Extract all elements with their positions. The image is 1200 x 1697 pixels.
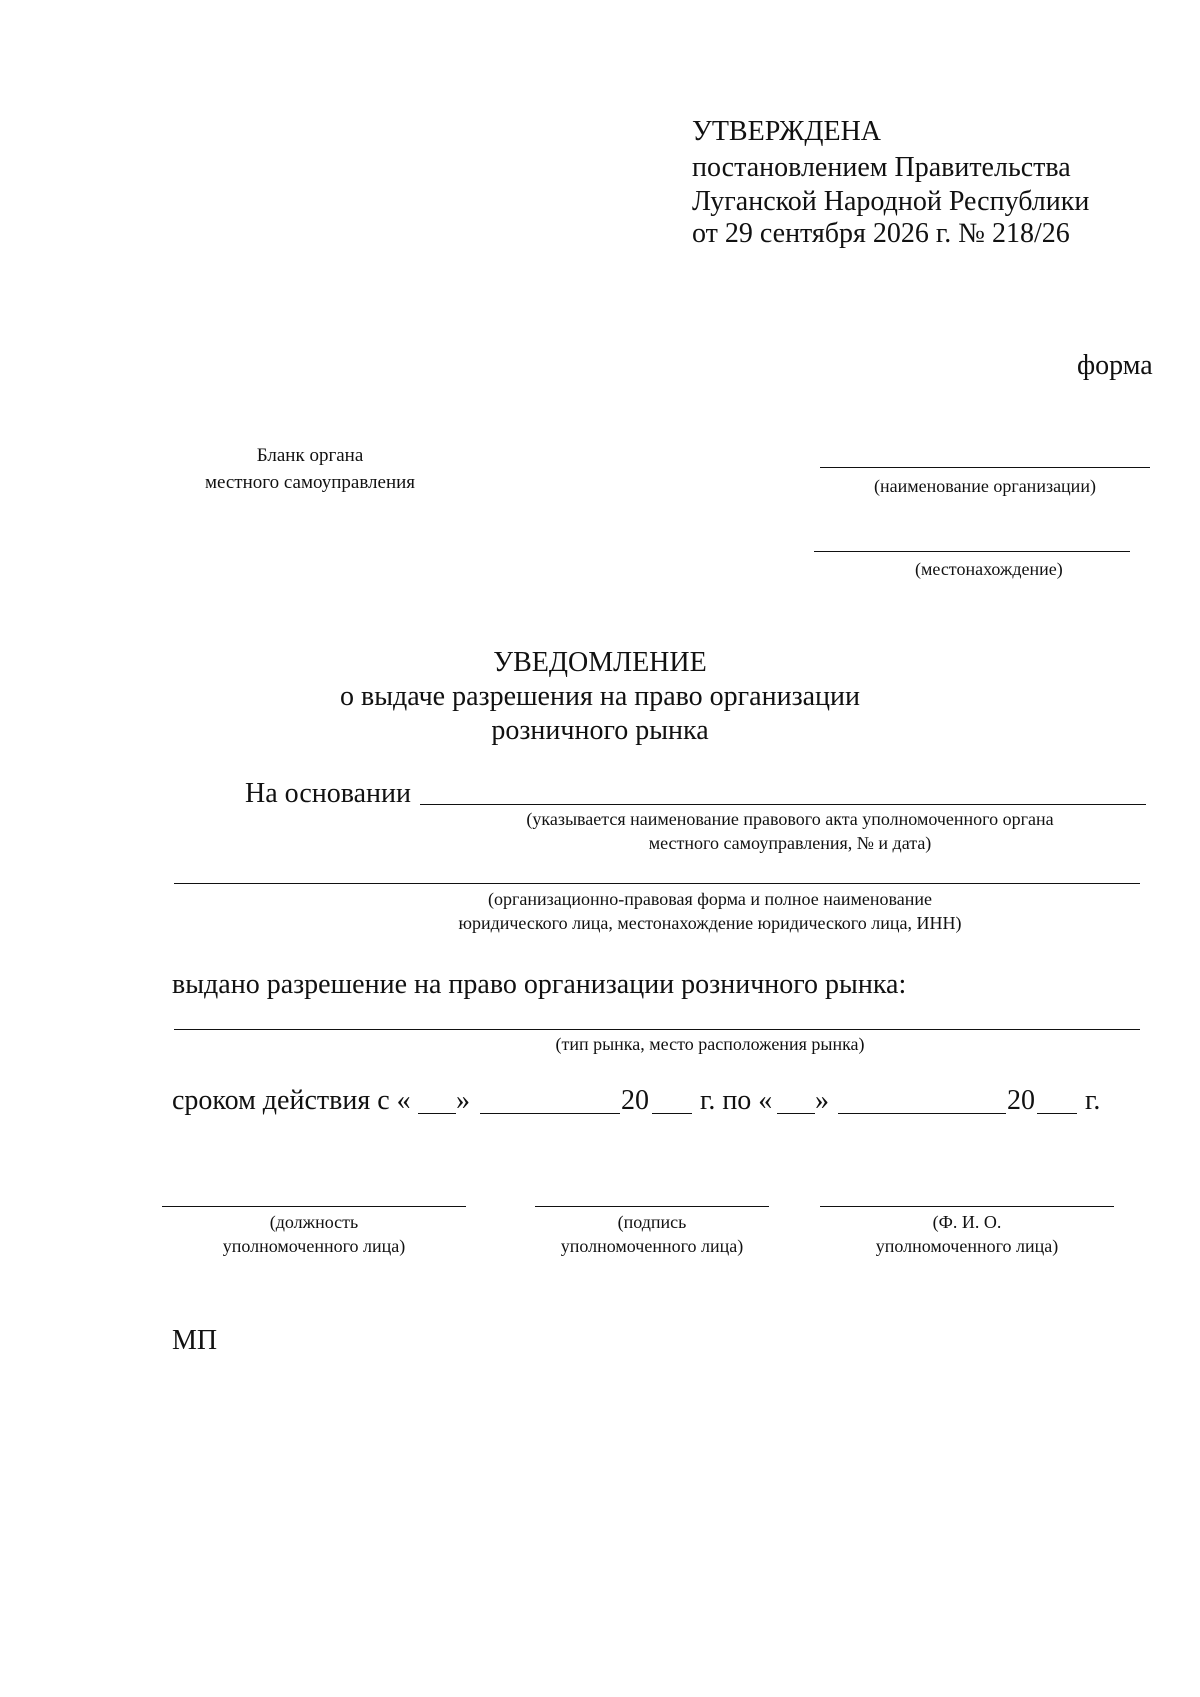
document-subtitle-1: о выдаче разрешения на право организации [339,681,861,712]
org-name-field-line [820,467,1150,468]
document-title: УВЕДОМЛЕНИЕ [493,647,707,678]
stamp-label: МП [172,1325,218,1356]
position-caption-2: уполномоченного лица) [222,1236,406,1256]
approval-line-2: постановлением Правительства [692,152,1071,183]
signature-field-line [535,1206,769,1207]
validity-prefix: сроком действия с « [172,1085,411,1116]
legal-entity-caption-2: юридического лица, местонахождение юридического лица, ИНН) [458,913,962,933]
org-name-caption: (наименование организации) [874,476,1096,496]
validity-year-prefix-2: 20 [1007,1085,1035,1116]
approval-line-1: УТВЕРЖДЕНА [692,116,882,147]
approval-line-3: Луганской Народной Республики [692,186,1090,217]
validity-g-end: г. [1085,1085,1101,1116]
form-label: форма [1077,350,1153,381]
validity-year-from-line [652,1113,692,1114]
position-caption-1: (должность [269,1212,359,1232]
blank-line-2: местного самоуправления [204,472,416,493]
validity-year-to-line [1037,1113,1077,1114]
location-field-line [814,551,1130,552]
market-type-caption: (тип рынка, место расположения рынка) [555,1034,865,1054]
legal-entity-field-line [174,883,1140,884]
validity-year-prefix-1: 20 [621,1085,649,1116]
position-field-line [162,1206,466,1207]
issued-text: выдано разрешение на право организации розничного рынка: [172,969,907,1000]
validity-month-from-line [480,1113,620,1114]
fio-caption-2: уполномоченного лица) [875,1236,1059,1256]
validity-g-po: г. по « [700,1085,773,1116]
basis-field-line [420,804,1146,805]
basis-caption-1: (указывается наименование правового акта уполномоченного органа [526,809,1054,829]
signature-caption-2: уполномоченного лица) [560,1236,744,1256]
fio-field-line [820,1206,1114,1207]
signature-caption-1: (подпись [617,1212,687,1232]
validity-day-to-line [777,1113,815,1114]
blank-line-1: Бланк органа [256,445,364,466]
validity-month-to-line [838,1113,1006,1114]
fio-caption-1: (Ф. И. О. [932,1212,1002,1232]
validity-quote-close-2: » [815,1085,829,1116]
document-subtitle-2: розничного рынка [491,715,709,746]
basis-caption-2: местного самоуправления, № и дата) [648,833,932,853]
market-type-field-line [174,1029,1140,1030]
basis-label: На основании [245,778,411,809]
validity-day-from-line [418,1113,456,1114]
location-caption: (местонахождение) [915,559,1063,579]
validity-quote-close-1: » [456,1085,470,1116]
approval-line-4: от 29 сентября 2026 г. № 218/26 [692,218,1070,249]
legal-entity-caption-1: (организационно-правовая форма и полное наименование [487,889,933,909]
